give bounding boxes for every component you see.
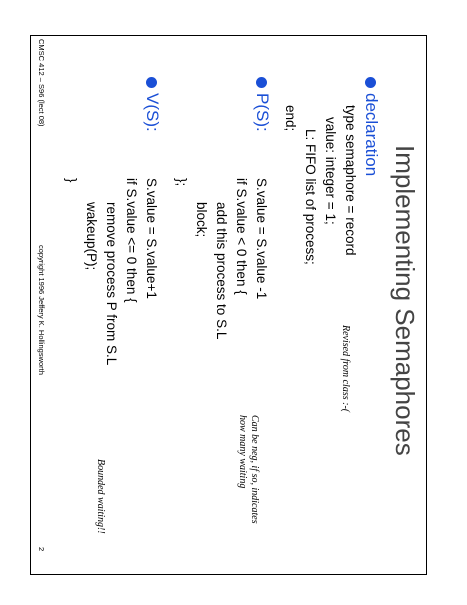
annotation-revised: Revised from class :-( xyxy=(340,325,351,413)
code-line: if S.value <= 0 then { xyxy=(124,178,139,303)
code-line: add this process to S.L xyxy=(214,202,229,340)
heading-p: P(S): xyxy=(253,93,272,132)
code-line: L: FIFO list of process; xyxy=(303,129,318,265)
bullet-icon xyxy=(146,77,157,88)
slide-title: Implementing Semaphores xyxy=(390,145,420,456)
page-number: 2 xyxy=(37,547,46,552)
annotation-how-many-waiting: how many waiting xyxy=(237,415,248,489)
code-line: S.value = S.value+1 xyxy=(144,178,159,299)
bullet-icon xyxy=(365,77,376,88)
code-line: end; xyxy=(283,105,298,132)
code-line: } xyxy=(64,178,79,183)
code-line: wakeup(P); xyxy=(84,202,99,271)
code-line: type semaphore = record xyxy=(343,105,358,256)
bullet-icon xyxy=(256,77,267,88)
code-line: if S.value < 0 then { xyxy=(234,178,249,295)
code-line: remove process P from S.L xyxy=(104,202,119,366)
annotation-bounded: Bounded waiting!! xyxy=(95,459,106,534)
code-line: S.value = S.value -1 xyxy=(254,178,269,300)
footer-copyright: copyright 1996 Jeffery K. Hollingsworth xyxy=(37,245,46,375)
heading-declaration: declaration xyxy=(362,93,381,177)
annotation-can-be-neg: Can be neg, if so, indicates xyxy=(249,415,260,524)
heading-v: V(S): xyxy=(143,93,162,132)
code-line: }; xyxy=(174,178,189,187)
code-line: value: integer = 1; xyxy=(323,117,338,225)
footer-course: CMSC 412 – S96 (lect 08) xyxy=(37,39,46,127)
code-line: block; xyxy=(194,202,209,238)
slide-content xyxy=(29,35,426,575)
